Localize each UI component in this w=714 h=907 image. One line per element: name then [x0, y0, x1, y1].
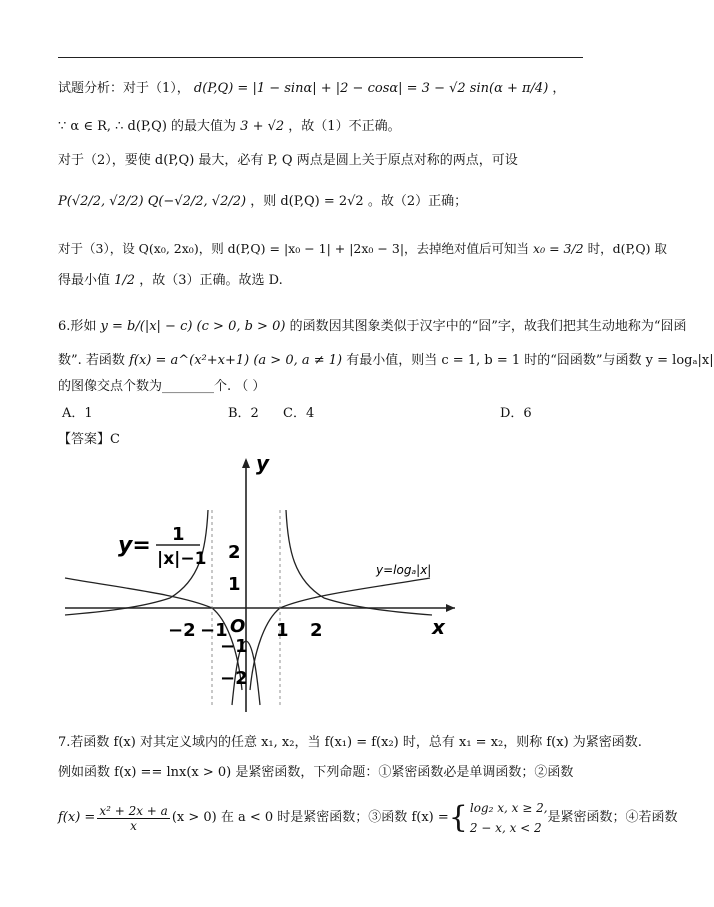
- piece-2: 2 − x, x < 2: [469, 821, 542, 835]
- function-graph: [60, 450, 460, 720]
- conclusion-2: ，则 d(P,Q) = 2√2 。故（2）正确；: [250, 194, 468, 209]
- case3-text: 对于（3），设 Q(x₀, 2x₀)，则 d(P,Q) = |x₀ − 1| + |2x₀ − 3|，去掉绝对值后可知当: [58, 241, 530, 256]
- q6-text: 的函数因其图象类似于汉字中的“囧”字，故我们把其生动地称为“囧函: [289, 319, 687, 334]
- q6-number: 6.形如: [58, 319, 97, 334]
- analysis-intro: 试题分析：对于（1），: [58, 81, 190, 96]
- y-axis-arrow: [242, 458, 250, 468]
- x0-value: x₀ = 3/2: [533, 241, 584, 256]
- hyperbola-label-den: |x|−1: [157, 549, 207, 569]
- x-tick-neg1: −1: [200, 620, 228, 641]
- q7-text-b: (x > 0) 在 a < 0 时是紧密函数；③函数 f(x) =: [171, 810, 449, 825]
- piecewise-brace: {: [448, 800, 468, 835]
- choice-d: D．6: [500, 406, 532, 421]
- fx-formula: f(x) = a^(x²+x+1) (a > 0, a ≠ 1): [129, 353, 343, 368]
- punct: ，: [552, 81, 566, 96]
- x-tick-1: 1: [276, 620, 289, 641]
- q7-text-c: 是紧密函数；④若函数: [547, 810, 678, 825]
- q7-frac-den: x: [130, 818, 137, 833]
- conclusion-1: ，故（1）不正确。: [288, 119, 401, 134]
- y-axis-label: y: [256, 451, 270, 475]
- y-tick-1: 1: [228, 574, 241, 595]
- analysis-line-3: 对于（2），要使 d(P,Q) 最大，必有 P, Q 两点是圆上关于原点对称的两点，可设: [58, 153, 518, 168]
- analysis-line-5: [58, 240, 667, 258]
- q7-fraction: [97, 804, 170, 833]
- log-label: y=logₐ|x|: [376, 563, 432, 577]
- q7-fx: f(x) =: [58, 810, 96, 825]
- q6-text-c: 有最小值，则当 c = 1, b = 1 时的“囧函数”与函数 y = logₐ|x|: [346, 353, 714, 368]
- q6-line-3: 的图像交点个数为________个. （ ）: [58, 379, 266, 394]
- q7-line-1: 7.若函数 f(x) 对其定义域内的任意 x₁, x₂，当 f(x₁) = f(x₂) 时，总有 x₁ = x₂，则称 f(x) 为紧密函数.: [58, 735, 642, 750]
- q7-frac-num: x² + 2x + a: [99, 803, 168, 818]
- hyperbola-label-y: y=: [118, 533, 151, 558]
- q6-line-2: [58, 352, 714, 370]
- case3-text-b: 时，d(P,Q) 取: [587, 241, 667, 256]
- q6-line-1: [58, 318, 687, 336]
- piece-1: log₂ x, x ≥ 2,: [469, 801, 548, 815]
- y-tick-neg1: −1: [220, 636, 248, 657]
- choice-b: B．2: [228, 406, 259, 421]
- answer-label: 【答案】C: [58, 432, 120, 447]
- x-axis-arrow: [446, 604, 455, 612]
- points-pq: P(√2/2, √2/2) Q(−√2/2, √2/2): [58, 194, 247, 209]
- choice-c: C．4: [283, 406, 315, 421]
- x-axis-label: x: [432, 615, 445, 639]
- jiong-formula: y = b/(|x| − c) (c > 0, b > 0): [100, 319, 286, 334]
- y-tick-neg2: −2: [220, 668, 248, 689]
- piecewise-cases: [470, 798, 548, 838]
- analysis-line-4: [58, 193, 588, 211]
- choice-a: A．1: [62, 406, 93, 421]
- analysis-line-2: [58, 118, 588, 136]
- x-tick-2: 2: [310, 620, 323, 641]
- distance-formula: d(P,Q) = |1 − sinα| + |2 − cosα| = 3 − √2 sin(α + π/4): [193, 81, 549, 96]
- hyperbola-label-num: 1: [172, 524, 185, 545]
- q7-line-3: [58, 798, 678, 838]
- conclusion-3: ，故（3）正确。故选 D.: [139, 273, 283, 288]
- y-tick-2: 2: [228, 542, 241, 563]
- min-text: 得最小值: [58, 273, 111, 288]
- q6-text-b: 数”. 若函数: [58, 353, 125, 368]
- max-value: 3 + √2: [240, 119, 285, 134]
- q7-line-2: 例如函数 f(x) == lnx(x > 0) 是紧密函数，下列命题：①紧密函数必是单调函数；②函数: [58, 765, 574, 780]
- analysis-line-1: [58, 80, 588, 98]
- min-value: 1/2: [114, 273, 136, 288]
- origin-label: O: [230, 616, 246, 637]
- header-rule: [58, 57, 583, 58]
- x-tick-neg2: −2: [168, 620, 196, 641]
- analysis-line-6: [58, 272, 588, 290]
- max-value-text: ∵ α ∈ R, ∴ d(P,Q) 的最大值为: [58, 119, 237, 134]
